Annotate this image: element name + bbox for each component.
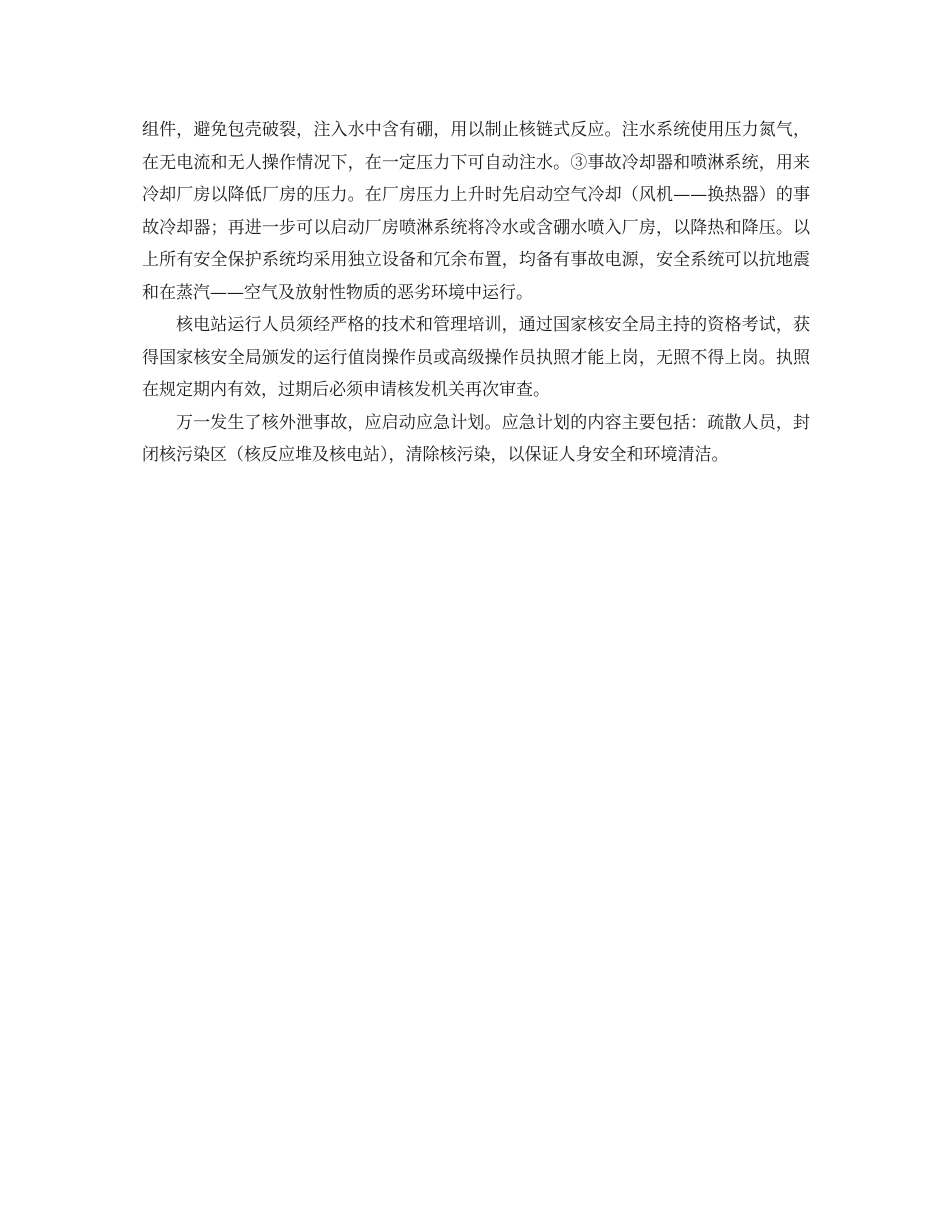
paragraph-emergency-plan: 万一发生了核外泄事故，应启动应急计划。应急计划的内容主要包括：疏散人员，封闭核污染区（核反应堆及核电站），清除核污染，以保证人身安全和环境清洁。 [142,412,810,465]
paragraph-operator-training: 核电站运行人员须经严格的技术和管理培训，通过国家核安全局主持的资格考试，获得国家核安全局颁发的运行值岗操作员或高级操作员执照才能上岗，无照不得上岗。执照在规定期内有效，过期后必须申请核发机关再次审查。 [142,315,810,400]
paragraph-continuation: 组件，避免包壳破裂，注入水中含有硼，用以制止核链式反应。注水系统使用压力氮气，在无电流和无人操作情况下，在一定压力下可自动注水。③事故冷却器和喷淋系统，用来冷却厂房以降低厂房的压力。在厂房压力上升时先启动空气冷却（风机——换热器）的事故冷却器；再进一步可以启动厂房喷淋系统将冷水或含硼水喷入厂房，以降热和降压。以上所有安全保护系统均采用独立设备和冗余布置，均备有事故电源，安全系统可以抗地震和在蒸汽——空气及放射性物质的恶劣环境中运行。 [142,120,810,303]
document-body [142,114,810,472]
